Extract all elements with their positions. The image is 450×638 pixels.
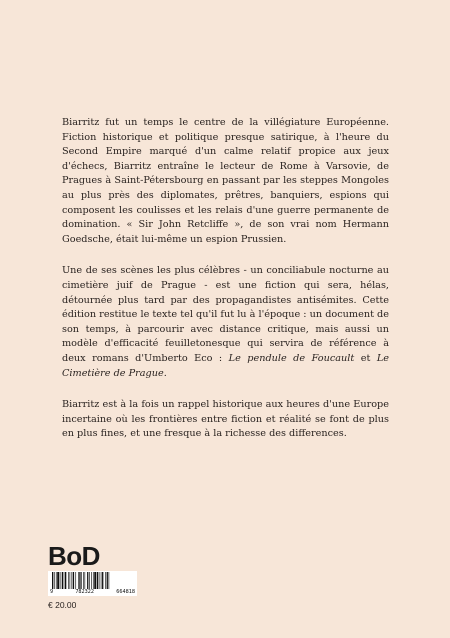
- barcode-bar: [107, 572, 108, 590]
- barcode-bar: [97, 572, 98, 590]
- barcode-bar: [73, 572, 74, 590]
- barcode-bar: [93, 572, 94, 590]
- barcode-bar: [70, 572, 71, 590]
- barcode-bar: [89, 572, 90, 590]
- barcode-digit-group: 664818: [116, 589, 135, 595]
- barcode-bar: [83, 572, 84, 590]
- text-run: Biarritz est à la fois un rappel historique aux heures d'une Europe incertaine où les frontières entre fiction et réalité se font de plus en plus fines, et une fresque à la richesse des differences.: [62, 399, 389, 440]
- text-run: Biarritz fut un temps le centre de la villégiature Européenne. Fiction historique et politique presque satirique, à l'heure du Second Empire marqué d'un calme relatif propice aux jeux d'échecs, Biarritz entraîne le lecteur de Rome à Varsovie, de Pragues à Saint-Pétersbourg en passant par les steppes Mongoles au plus près des diplomates, prêtres, banquiers, espions qui composent les coulisses et les relais d'une guerre permanente de domination. « Sir John Retcliffe », de son vrai nom Hermann Goedsche, était lui-même un espion Prussien.: [62, 117, 389, 245]
- barcode-bar: [56, 572, 57, 590]
- publisher-logo: BoD: [48, 541, 100, 571]
- barcode-bar: [75, 572, 76, 590]
- barcode-bar: [68, 572, 69, 590]
- barcode-bar: [81, 572, 82, 590]
- barcode-bar: [94, 572, 96, 590]
- back-cover-blurb: [62, 116, 389, 442]
- isbn-barcode: [48, 571, 137, 596]
- price-label: € 20.00: [48, 600, 77, 610]
- barcode-digit-group: 9: [50, 589, 54, 595]
- barcode-bar: [52, 572, 53, 590]
- barcode-bar: [72, 572, 73, 590]
- barcode-digits: [48, 589, 137, 595]
- blurb-paragraph-1: [62, 116, 389, 247]
- barcode-bars: [48, 571, 137, 590]
- barcode-bar: [54, 572, 55, 590]
- text-run: Une de ses scènes les plus célèbres - un conciliabule nocturne au cimetière juif de Prague - est une fiction qui sera, hélas, détournée plus tard par des propagandistes antisémites. Cette édition restitue le texte tel qu'il fut lu à l'époque : un document de son temps, à parcourir avec distance critique, mais aussi un modèle d'efficacité feuilletonesque qui servira de référence à deux romans d'Umberto Eco :: [62, 265, 389, 364]
- barcode-bar: [65, 572, 66, 590]
- barcode-bar: [60, 572, 61, 590]
- barcode-bar: [57, 572, 59, 590]
- barcode-digit-group: 782322: [75, 589, 95, 595]
- book-title-italic: Le Cimetière de Prague: [62, 352, 389, 379]
- barcode-bar: [99, 572, 100, 590]
- barcode-bar: [79, 572, 80, 590]
- barcode-bar: [101, 572, 102, 590]
- barcode-bar: [78, 572, 79, 590]
- text-run: et: [354, 352, 377, 364]
- barcode-bar: [109, 572, 110, 590]
- barcode-bar: [64, 572, 65, 590]
- book-title-italic: Le pendule de Foucault: [228, 352, 355, 364]
- barcode-bar: [105, 572, 106, 590]
- barcode-bar: [91, 572, 92, 590]
- barcode-bar: [102, 572, 103, 590]
- barcode-bar: [62, 572, 63, 590]
- barcode-bar: [85, 572, 86, 590]
- blurb-paragraph-3: [62, 398, 389, 442]
- text-run: .: [163, 367, 167, 379]
- barcode-bar: [87, 572, 88, 590]
- blurb-paragraph-2: [62, 264, 389, 381]
